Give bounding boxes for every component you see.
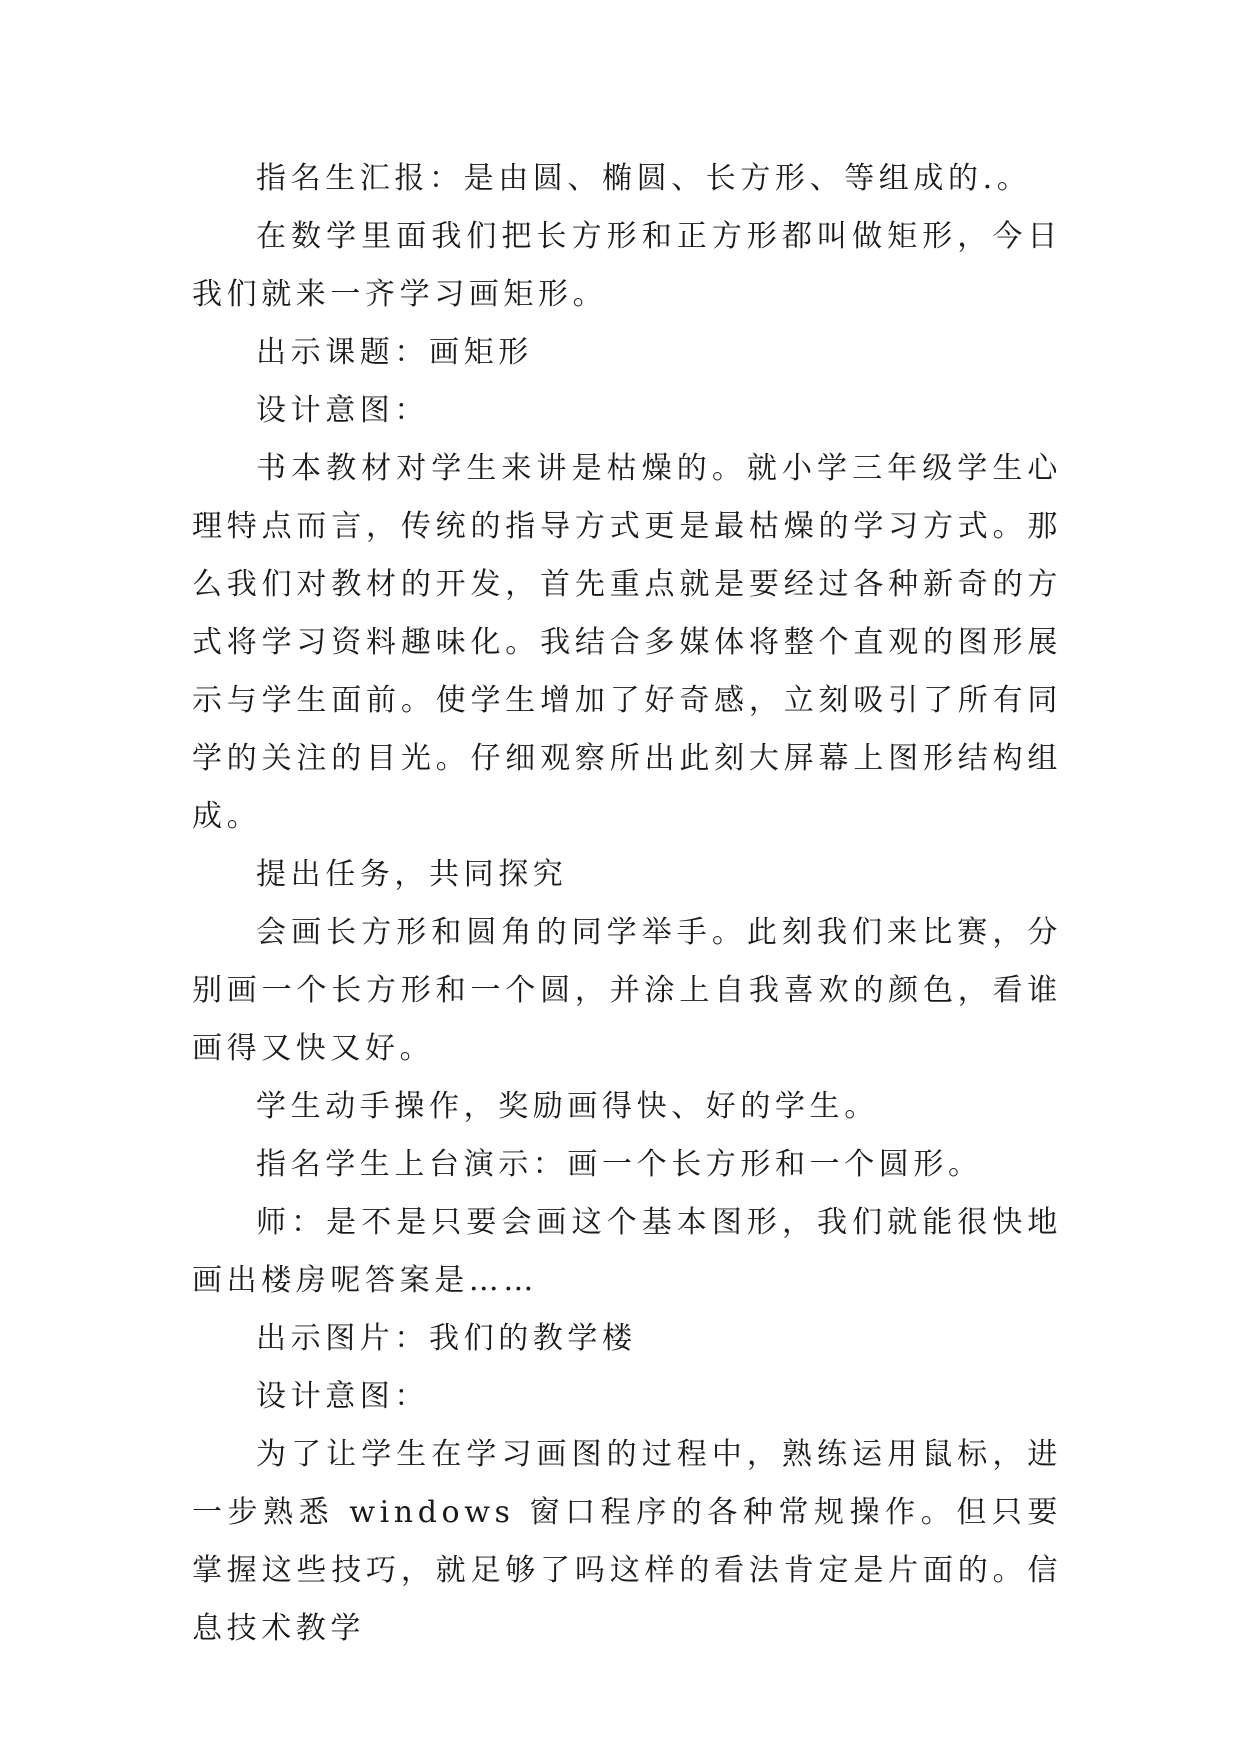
paragraph-student-practice: 学生动手操作，奖励画得快、好的学生。 bbox=[256, 1089, 879, 1124]
paragraph-student-demo: 指名学生上台演示：画一个长方形和一个圆形。 bbox=[256, 1147, 983, 1182]
document-page bbox=[192, 150, 1062, 1658]
paragraph-report-shapes: 指名生汇报：是由圆、椭圆、长方形、等组成的.。 bbox=[256, 161, 1032, 196]
paragraph-show-topic: 出示课题：画矩形 bbox=[256, 335, 533, 370]
paragraph-design-intent-heading: 设计意图： bbox=[256, 393, 429, 428]
paragraph-design-intent-heading-2: 设计意图： bbox=[256, 1379, 429, 1414]
paragraph-task-heading: 提出任务，共同探究 bbox=[256, 857, 568, 892]
paragraph-drawing-contest: 会画长方形和圆角的同学举手。此刻我们来比赛，分别画一个长方形和一个圆，并涂上自我喜欢的颜色，看谁画得又快又好。 bbox=[192, 915, 1062, 1066]
paragraph-teacher-question: 师：是不是只要会画这个基本图形，我们就能很快地画出楼房呢答案是…… bbox=[192, 1205, 1062, 1298]
paragraph-design-intent-body: 书本教材对学生来讲是枯燥的。就小学三年级学生心理特点而言，传统的指导方式更是最枯燥的学习方式。那么我们对教材的开发，首先重点就是要经过各种新奇的方式将学习资料趣味化。我结合多媒体将整个直观的图形展示与学生面前。使学生增加了好奇感，立刻吸引了所有同学的关注的目光。仔细观察所出此刻大屏幕上图形结构组成。 bbox=[192, 451, 1062, 834]
paragraph-show-picture: 出示图片：我们的教学楼 bbox=[256, 1321, 637, 1356]
paragraph-rectangle-intro: 在数学里面我们把长方形和正方形都叫做矩形，今日我们就来一齐学习画矩形。 bbox=[192, 219, 1062, 312]
paragraph-mouse-skills: 为了让学生在学习画图的过程中，熟练运用鼠标，进一步熟悉 windows 窗口程序的各种常规操作。但只要掌握这些技巧，就足够了吗这样的看法肯定是片面的。信息技术教学 bbox=[192, 1437, 1062, 1646]
